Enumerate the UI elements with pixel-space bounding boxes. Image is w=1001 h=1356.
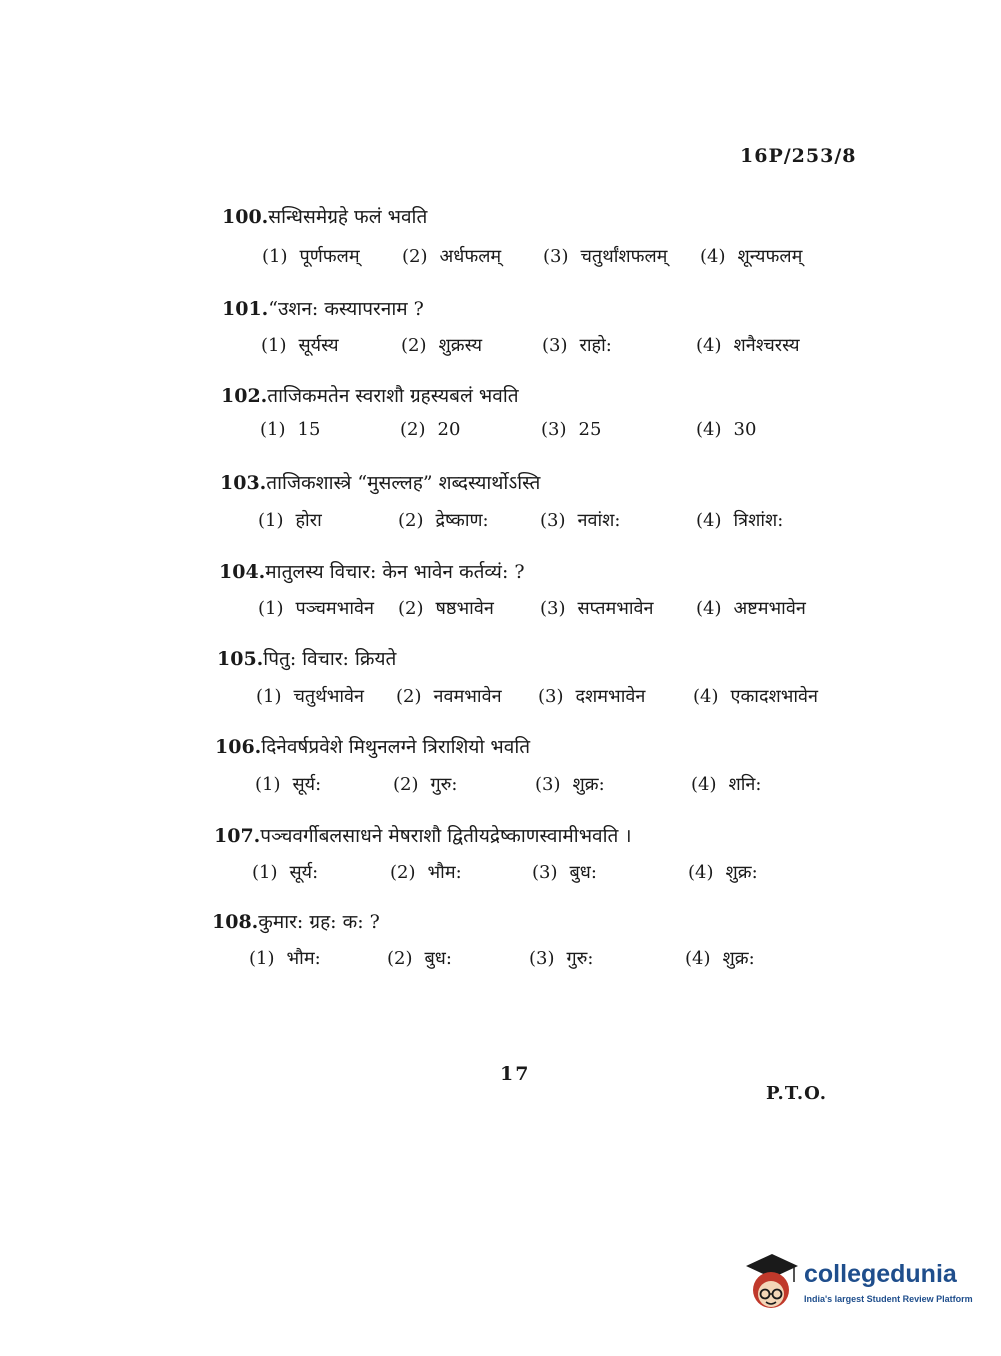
option-2: (2) शुक्रस्य — [401, 335, 483, 356]
options-100 — [262, 244, 862, 274]
option-2: (2) गुरु: — [393, 774, 458, 795]
paper-code: 16P/253/8 — [740, 145, 857, 167]
question-text: मातुलस्य विचार: केन भावेन कर्तव्यं: ? — [265, 561, 525, 583]
option-3: (3) सप्तमभावेन — [540, 598, 654, 619]
question-number: 100. — [222, 206, 269, 228]
question-104 — [219, 558, 525, 584]
option-2: (2) अर्धफलम् — [402, 246, 502, 267]
question-text: ताजिकशास्त्रे “मुसल्लह” शब्दस्यार्थोऽस्ति — [266, 472, 541, 494]
collegedunia-logo — [742, 1250, 973, 1320]
mascot-icon — [742, 1250, 800, 1320]
option-2: (2) भौम: — [390, 862, 462, 883]
option-4: (4) शुक्र: — [688, 862, 758, 883]
options-104 — [258, 596, 858, 626]
question-text: “उशन: कस्यापरनाम ? — [268, 298, 424, 320]
page-number: 17 — [500, 1063, 531, 1085]
pto-label: P.T.O. — [766, 1083, 828, 1104]
option-3: (3) गुरु: — [529, 948, 594, 969]
option-4: (4) शनैश्चरस्य — [696, 335, 800, 356]
question-number: 101. — [222, 298, 269, 320]
options-102 — [260, 419, 860, 449]
option-1: (1) होरा — [258, 510, 322, 531]
option-3: (3) चतुर्थांशफलम् — [543, 246, 668, 267]
options-108 — [249, 946, 849, 976]
logo-name: collegedunia — [804, 1260, 957, 1288]
option-3: (3) नवांश: — [540, 510, 621, 531]
option-4: (4) शुक्र: — [685, 948, 755, 969]
option-4: (4) एकादशभावेन — [693, 686, 819, 707]
option-2: (2) द्रेष्काण: — [398, 510, 489, 531]
question-number: 107. — [214, 825, 261, 847]
question-106 — [215, 733, 530, 759]
question-text: दिनेवर्षप्रवेशे मिथुनलग्ने त्रिराशियो भवति — [261, 736, 531, 758]
option-2: (2) नवमभावेन — [396, 686, 502, 707]
option-1: (1) सूर्य: — [255, 774, 322, 795]
question-105 — [217, 645, 396, 671]
question-number: 108. — [212, 911, 259, 933]
question-103 — [220, 469, 540, 495]
option-4: (4) अष्टमभावेन — [696, 598, 806, 619]
option-2: (2) बुध: — [387, 948, 452, 969]
question-number: 105. — [217, 648, 264, 670]
option-1: (1) सूर्य: — [252, 862, 319, 883]
options-101 — [261, 333, 861, 363]
question-101 — [222, 295, 424, 321]
logo-tagline: India's largest Student Review Platform — [804, 1294, 973, 1304]
question-number: 102. — [221, 385, 268, 407]
option-2: (2) 20 — [400, 419, 461, 440]
option-3: (3) 25 — [541, 419, 602, 440]
question-108 — [212, 908, 380, 934]
options-105 — [256, 684, 856, 714]
option-1: (1) 15 — [260, 419, 321, 440]
question-100 — [222, 203, 427, 229]
option-4: (4) 30 — [696, 419, 757, 440]
question-107 — [214, 822, 632, 848]
question-text: पितु: विचार: क्रियते — [263, 648, 397, 670]
question-102 — [221, 382, 519, 408]
options-103 — [258, 508, 858, 538]
question-text: सन्धिसमेग्रहे फलं भवति — [268, 206, 428, 228]
option-1: (1) भौम: — [249, 948, 321, 969]
option-1: (1) सूर्यस्य — [261, 335, 339, 356]
options-106 — [255, 772, 855, 802]
option-1: (1) पूर्णफलम् — [262, 246, 360, 267]
option-4: (4) शून्यफलम् — [700, 246, 803, 267]
option-3: (3) बुध: — [532, 862, 597, 883]
options-107 — [252, 860, 852, 890]
question-number: 106. — [215, 736, 262, 758]
option-3: (3) राहो: — [542, 335, 612, 356]
option-3: (3) शुक्र: — [535, 774, 605, 795]
question-number: 104. — [219, 561, 266, 583]
question-text: पञ्चवर्गीबलसाधने मेषराशौ द्वितीयद्रेष्काणस्वामीभवति । — [260, 825, 632, 847]
question-text: ताजिकमतेन स्वराशौ ग्रहस्यबलं भवति — [267, 385, 519, 407]
option-2: (2) षष्ठभावेन — [398, 598, 494, 619]
option-4: (4) त्रिशांश: — [696, 510, 784, 531]
question-text: कुमार: ग्रह: क: ? — [258, 911, 380, 933]
option-1: (1) पञ्चमभावेन — [258, 598, 374, 619]
question-number: 103. — [220, 472, 267, 494]
option-4: (4) शनि: — [691, 774, 762, 795]
option-1: (1) चतुर्थभावेन — [256, 686, 365, 707]
option-3: (3) दशमभावेन — [538, 686, 646, 707]
